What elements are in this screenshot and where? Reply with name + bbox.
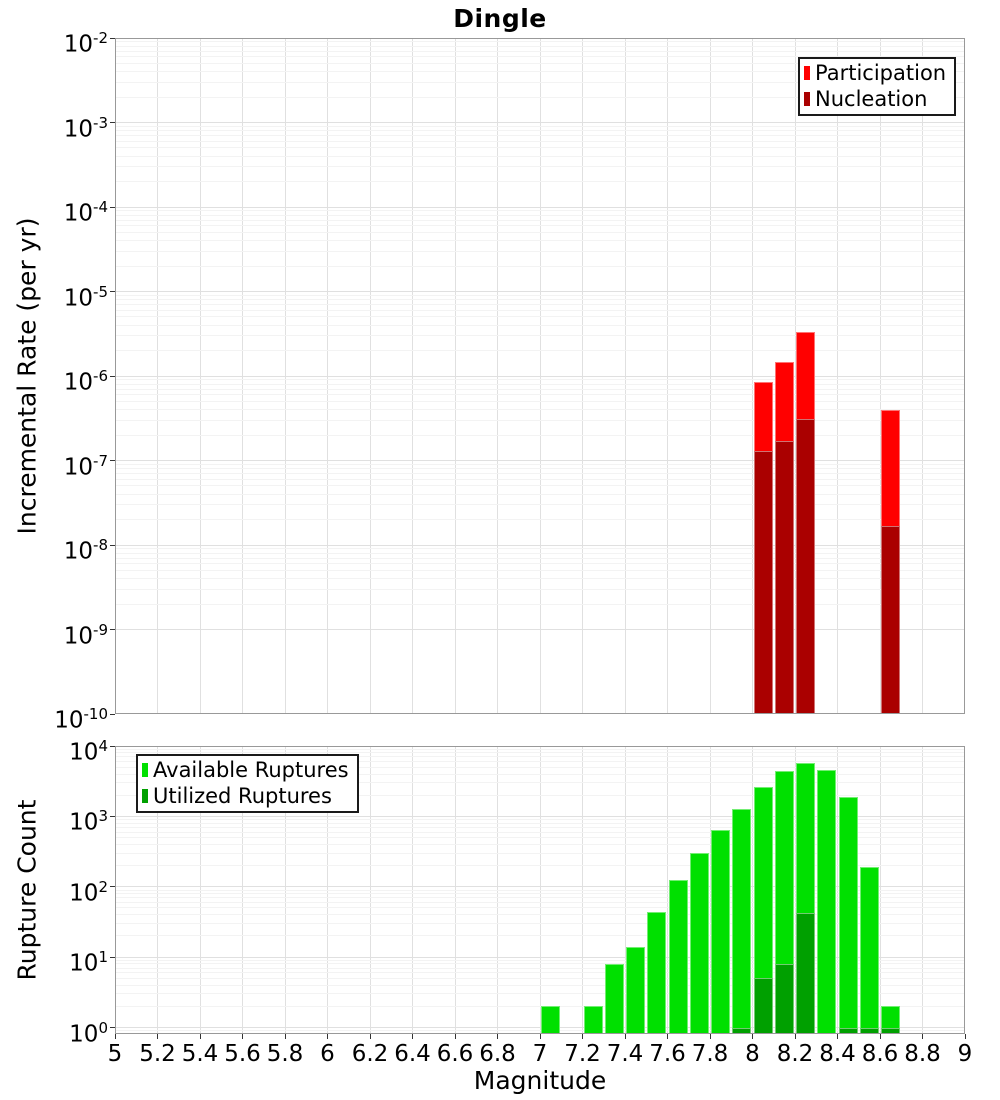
x-tick-label: 7.8 xyxy=(691,1041,729,1067)
x-tick-label: 5.2 xyxy=(139,1041,176,1067)
x-tick-mark xyxy=(837,1034,838,1039)
legend-label-participation: Participation xyxy=(815,61,947,85)
utilized-ruptures-bar xyxy=(839,1028,858,1034)
x-tick-mark xyxy=(710,1034,711,1039)
nucleation-bar xyxy=(881,526,900,714)
gridline-h-minor xyxy=(115,51,965,52)
x-tick-mark xyxy=(625,1034,626,1039)
gridline-h-minor xyxy=(115,41,965,42)
nucleation-bar xyxy=(754,451,773,714)
utilized-ruptures-bar xyxy=(754,978,773,1034)
x-tick-label: 7 xyxy=(532,1041,548,1067)
gridline-h-minor xyxy=(115,844,965,845)
legend-rate xyxy=(798,57,956,116)
gridline-h-minor xyxy=(115,147,965,148)
gridline-h-minor xyxy=(115,225,965,226)
x-tick-label: 8.2 xyxy=(776,1041,814,1067)
gridline-h-minor xyxy=(115,479,965,480)
gridline-h-minor xyxy=(115,409,965,410)
gridline-h-minor xyxy=(115,232,965,233)
legend-swatch-nucleation xyxy=(804,92,810,106)
gridline-h-minor xyxy=(115,914,965,915)
x-tick-mark xyxy=(795,1034,796,1039)
gridline-h-minor xyxy=(115,135,965,136)
gridline-h-minor xyxy=(115,1006,965,1007)
gridline-h-minor xyxy=(115,394,965,395)
available-ruptures-bar xyxy=(647,912,666,1034)
gridline-h-minor xyxy=(115,384,965,385)
legend-item-nucleation xyxy=(804,86,946,112)
gridline-h-minor xyxy=(115,837,965,838)
gridline-h-minor xyxy=(115,325,965,326)
legend-item-utilized-ruptures xyxy=(142,783,349,809)
legend-item-participation xyxy=(804,60,946,86)
x-tick-mark xyxy=(327,1034,328,1039)
available-ruptures-bar xyxy=(669,880,688,1034)
gridline-h-major xyxy=(115,886,965,887)
available-ruptures-bar xyxy=(584,1006,603,1034)
x-tick-label: 6.4 xyxy=(394,1041,431,1067)
gridline-h-minor xyxy=(115,832,965,833)
x-tick-label: 7.6 xyxy=(649,1041,686,1067)
gridline-h-minor xyxy=(115,299,965,300)
gridline-h-minor xyxy=(115,960,965,961)
available-ruptures-bar xyxy=(626,947,645,1034)
nucleation-bar xyxy=(775,441,794,714)
gridline-h-minor xyxy=(115,890,965,891)
y-tick-label: $10^3$ xyxy=(69,807,108,837)
y-tick-label: $10^{-10}$ xyxy=(54,705,108,734)
gridline-h-minor xyxy=(115,553,965,554)
gridline-h-minor xyxy=(115,563,965,564)
x-tick-mark xyxy=(285,1034,286,1039)
gridline-h-minor xyxy=(115,295,965,296)
gridline-h-minor xyxy=(115,935,965,936)
x-tick-label: 6 xyxy=(320,1041,335,1067)
y-tick-mark xyxy=(110,746,115,747)
gridline-h-minor xyxy=(115,304,965,305)
x-tick-mark xyxy=(412,1034,413,1039)
y-tick-label: $10^0$ xyxy=(69,1018,108,1048)
gridline-h-minor xyxy=(115,972,965,973)
x-tick-mark xyxy=(157,1034,158,1039)
gridline-h-minor xyxy=(115,1030,965,1031)
gridline-h-minor xyxy=(115,401,965,402)
x-tick-mark xyxy=(455,1034,456,1039)
x-tick-label: 9 xyxy=(957,1041,973,1067)
y-axis-label-rate: Incremental Rate (per yr) xyxy=(12,217,42,535)
y-tick-label: $10^{-2}$ xyxy=(63,29,108,58)
y-tick-mark xyxy=(110,714,115,715)
available-ruptures-bar xyxy=(541,1006,560,1034)
gridline-h-minor xyxy=(115,215,965,216)
gridline-h-minor xyxy=(115,220,965,221)
gridline-h-minor xyxy=(115,823,965,824)
gridline-h-minor xyxy=(115,389,965,390)
available-ruptures-bar xyxy=(817,770,836,1034)
gridline-h-minor xyxy=(115,578,965,579)
x-tick-mark xyxy=(115,1034,116,1039)
gridline-h-minor xyxy=(115,819,965,820)
gridline-h-minor xyxy=(115,968,965,969)
x-tick-mark xyxy=(880,1034,881,1039)
available-ruptures-bar xyxy=(839,797,858,1034)
gridline-h-minor xyxy=(115,46,965,47)
utilized-ruptures-bar xyxy=(775,964,794,1034)
gridline-h-minor xyxy=(115,350,965,351)
y-tick-label: $10^4$ xyxy=(69,737,108,766)
gridline-h-minor xyxy=(115,494,965,495)
legend-item-available-ruptures xyxy=(142,757,349,783)
gridline-h-minor xyxy=(115,978,965,979)
legend-label-utilized-ruptures: Utilized Ruptures xyxy=(153,784,332,808)
gridline-h-minor xyxy=(115,993,965,994)
gridline-h-minor xyxy=(115,749,965,750)
gridline-h-minor xyxy=(115,548,965,549)
gridline-h-minor xyxy=(115,379,965,380)
legend-swatch-available-ruptures xyxy=(142,763,148,777)
gridline-h-minor xyxy=(115,435,965,436)
gridline-h-minor xyxy=(115,126,965,127)
gridline-h-minor xyxy=(115,504,965,505)
legend-label-available-ruptures: Available Ruptures xyxy=(153,758,349,782)
y-tick-label: $10^{-8}$ xyxy=(63,536,108,565)
rate-panel xyxy=(115,38,965,714)
gridline-h-minor xyxy=(115,316,965,317)
gridline-h-major xyxy=(115,545,965,546)
x-tick-mark xyxy=(200,1034,201,1039)
gridline-h-minor xyxy=(115,897,965,898)
gridline-h-major xyxy=(115,816,965,817)
gridline-h-minor xyxy=(115,570,965,571)
x-tick-label: 5.6 xyxy=(224,1041,261,1067)
y-tick-label: $10^{-7}$ xyxy=(63,451,108,481)
gridline-h-minor xyxy=(115,827,965,828)
gridline-h-major xyxy=(115,122,965,123)
gridline-h-minor xyxy=(115,166,965,167)
gridline-h-minor xyxy=(115,963,965,964)
x-tick-label: 7.4 xyxy=(606,1041,644,1067)
y-tick-label: $10^{-9}$ xyxy=(63,620,108,650)
gridline-h-major xyxy=(115,460,965,461)
x-tick-mark xyxy=(540,1034,541,1039)
x-tick-label: 8.6 xyxy=(861,1041,899,1067)
gridline-h-minor xyxy=(115,266,965,267)
gridline-h-minor xyxy=(115,893,965,894)
x-tick-label: 5.4 xyxy=(181,1041,219,1067)
legend-swatch-utilized-ruptures xyxy=(142,789,148,803)
utilized-ruptures-bar xyxy=(732,1028,751,1034)
gridline-h-minor xyxy=(115,251,965,252)
x-tick-label: 8.8 xyxy=(904,1041,941,1067)
gridline-h-minor xyxy=(115,604,965,605)
x-tick-mark xyxy=(922,1034,923,1039)
x-tick-mark xyxy=(242,1034,243,1039)
available-ruptures-bar xyxy=(860,867,879,1034)
gridline-h-minor xyxy=(115,141,965,142)
gridline-h-minor xyxy=(115,473,965,474)
gridline-h-major xyxy=(115,629,965,630)
available-ruptures-bar xyxy=(711,830,730,1034)
gridline-h-minor xyxy=(115,468,965,469)
x-tick-mark xyxy=(752,1034,753,1039)
gridline-h-minor xyxy=(115,310,965,311)
y-tick-label: $10^1$ xyxy=(69,948,108,977)
gridline-h-minor xyxy=(115,240,965,241)
y-tick-label: $10^{-4}$ xyxy=(63,198,108,227)
available-ruptures-bar xyxy=(690,853,709,1034)
gridline-h-minor xyxy=(115,902,965,903)
gridline-h-major xyxy=(115,957,965,958)
x-tick-label: 7.2 xyxy=(564,1041,601,1067)
gridline-h-minor xyxy=(115,865,965,866)
gridline-h-minor xyxy=(115,907,965,908)
x-tick-mark xyxy=(370,1034,371,1039)
available-ruptures-bar xyxy=(732,809,751,1034)
gridline-h-minor xyxy=(115,519,965,520)
legend-label-nucleation: Nucleation xyxy=(815,87,928,111)
chart-title: Dingle xyxy=(453,4,547,33)
gridline-h-minor xyxy=(115,464,965,465)
gridline-h-minor xyxy=(115,210,965,211)
y-tick-mark xyxy=(110,38,115,39)
gridline-h-minor xyxy=(115,420,965,421)
available-ruptures-bar xyxy=(605,964,624,1034)
gridline-h-minor xyxy=(115,923,965,924)
gridline-h-minor xyxy=(115,130,965,131)
gridline-h-minor xyxy=(115,558,965,559)
gridline-h-minor xyxy=(115,181,965,182)
gridline-h-major xyxy=(115,376,965,377)
y-tick-label: $10^{-6}$ xyxy=(63,367,108,396)
x-tick-label: 5.8 xyxy=(266,1041,304,1067)
x-tick-mark xyxy=(497,1034,498,1039)
gridline-h-major xyxy=(115,291,965,292)
gridline-h-minor xyxy=(115,485,965,486)
y-tick-label: $10^{-5}$ xyxy=(63,282,108,312)
gridline-h-minor xyxy=(115,156,965,157)
utilized-ruptures-bar xyxy=(860,1028,879,1034)
y-axis-label-count: Rupture Count xyxy=(12,799,42,981)
gridline-h-minor xyxy=(115,335,965,336)
x-tick-label: 8.4 xyxy=(819,1041,856,1067)
legend-count xyxy=(136,754,359,813)
legend-swatch-participation xyxy=(804,66,810,80)
x-tick-label: 8 xyxy=(745,1041,760,1067)
x-tick-label: 6.8 xyxy=(479,1041,516,1067)
x-tick-mark xyxy=(965,1034,966,1039)
x-tick-mark xyxy=(582,1034,583,1039)
y-tick-label: $10^{-3}$ xyxy=(63,113,108,143)
y-tick-label: $10^2$ xyxy=(69,877,108,907)
gridline-h-major xyxy=(115,1027,965,1028)
x-tick-label: 6.6 xyxy=(436,1041,474,1067)
x-tick-mark xyxy=(667,1034,668,1039)
x-tick-label: 6.2 xyxy=(351,1041,389,1067)
nucleation-bar xyxy=(796,419,815,714)
x-axis-label: Magnitude xyxy=(473,1066,607,1095)
utilized-ruptures-bar xyxy=(881,1028,900,1034)
x-tick-label: 5 xyxy=(107,1041,123,1067)
utilized-ruptures-bar xyxy=(796,913,815,1034)
gridline-h-minor xyxy=(115,985,965,986)
gridline-h-minor xyxy=(115,853,965,854)
gridline-h-minor xyxy=(115,589,965,590)
gridline-h-major xyxy=(115,207,965,208)
